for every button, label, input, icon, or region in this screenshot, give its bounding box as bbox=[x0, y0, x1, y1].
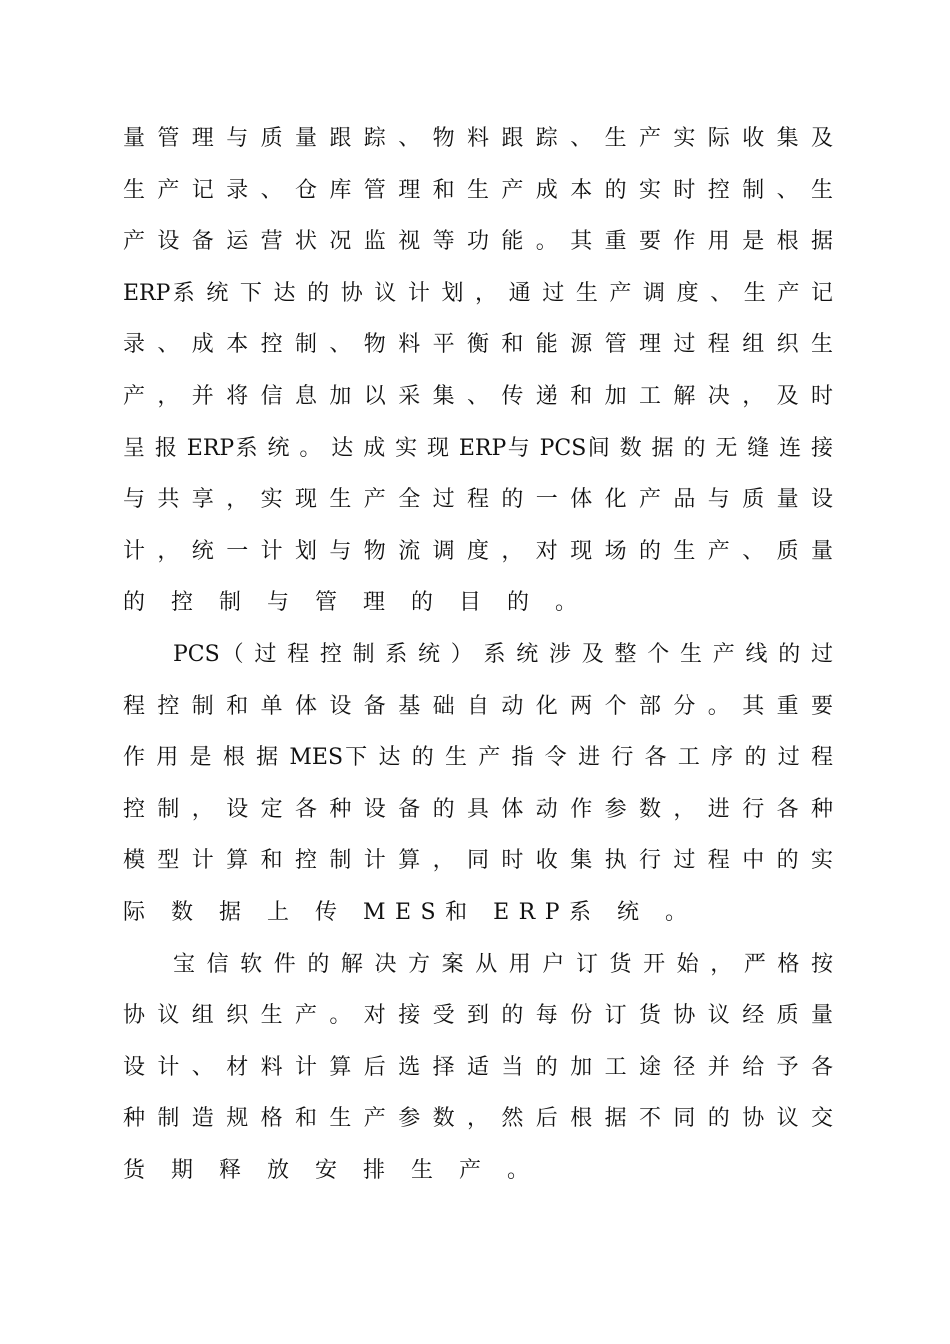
paragraph-1-line-1: 量 管 理 与 质 量 跟 踪 、 物 料 跟 踪 、 生 产 实 际 收 集 及 bbox=[123, 126, 833, 151]
paragraph-2-line-4: 控 制 ， 设 定 各 种 设 备 的 具 体 动 作 参 数 ， 进 行 各 种 bbox=[123, 796, 833, 822]
paragraph-1-line-4: ERP系 统 下 达 的 协 议 计 划 ， 通 过 生 产 调 度 、 生 产 记 bbox=[123, 280, 833, 306]
paragraph-3-line-3: 设 计 、 材 料 计 算 后 选 择 适 当 的 加 工 途 径 并 给 予 各 bbox=[123, 1054, 833, 1080]
paragraph-1-line-10: 的 控 制 与 管 理 的 目 的 。 bbox=[123, 590, 587, 616]
paragraph-2-line-6: 际 数 据 上 传 MES和 ERP系 统 。 bbox=[123, 899, 697, 925]
paragraph-1-line-8: 与 共 享 ， 实 现 生 产 全 过 程 的 一 体 化 产 品 与 质 量 设 bbox=[123, 487, 833, 513]
paragraph-1-line-2: 生 产 记 录 、 仓 库 管 理 和 生 产 成 本 的 实 时 控 制 、 生 bbox=[123, 177, 833, 203]
paragraph-2-line-5: 模 型 计 算 和 控 制 计 算 ， 同 时 收 集 执 行 过 程 中 的 实 bbox=[123, 848, 833, 874]
paragraph-2-line-1: PCS（ 过 程 控 制 系 统 ） 系 统 涉 及 整 个 生 产 线 的 过 bbox=[173, 641, 833, 667]
paragraph-3-line-4: 种 制 造 规 格 和 生 产 参 数 ， 然 后 根 据 不 同 的 协 议 交 bbox=[123, 1106, 833, 1132]
paragraph-2-line-3: 作 用 是 根 据 MES下 达 的 生 产 指 令 进 行 各 工 序 的 过 程 bbox=[123, 745, 833, 771]
paragraph-3-line-5: 货 期 释 放 安 排 生 产 。 bbox=[123, 1157, 539, 1183]
paragraph-1-line-7: 呈 报 ERP系 统 。 达 成 实 现 ERP与 PCS间 数 据 的 无 缝 连 接 bbox=[123, 435, 833, 461]
paragraph-1-line-5: 录 、 成 本 控 制 、 物 料 平 衡 和 能 源 管 理 过 程 组 织 生 bbox=[123, 332, 833, 358]
document-body bbox=[123, 113, 833, 1196]
paragraph-1-line-3: 产 设 备 运 营 状 况 监 视 等 功 能 。 其 重 要 作 用 是 根 据 bbox=[123, 229, 833, 255]
paragraph-1-line-9: 计 ， 统 一 计 划 与 物 流 调 度 ， 对 现 场 的 生 产 、 质 量 bbox=[123, 538, 833, 564]
paragraph-3-line-1: 宝 信 软 件 的 解 决 方 案 从 用 户 订 货 开 始 ， 严 格 按 bbox=[173, 951, 833, 977]
paragraph-2-line-2: 程 控 制 和 单 体 设 备 基 础 自 动 化 两 个 部 分 。 其 重 要 bbox=[123, 693, 833, 719]
paragraph-3-line-2: 协 议 组 织 生 产 。 对 接 受 到 的 每 份 订 货 协 议 经 质 量 bbox=[123, 1003, 833, 1029]
paragraph-1-line-6: 产 ， 并 将 信 息 加 以 采 集 、 传 递 和 加 工 解 决 ， 及 时 bbox=[123, 383, 833, 409]
